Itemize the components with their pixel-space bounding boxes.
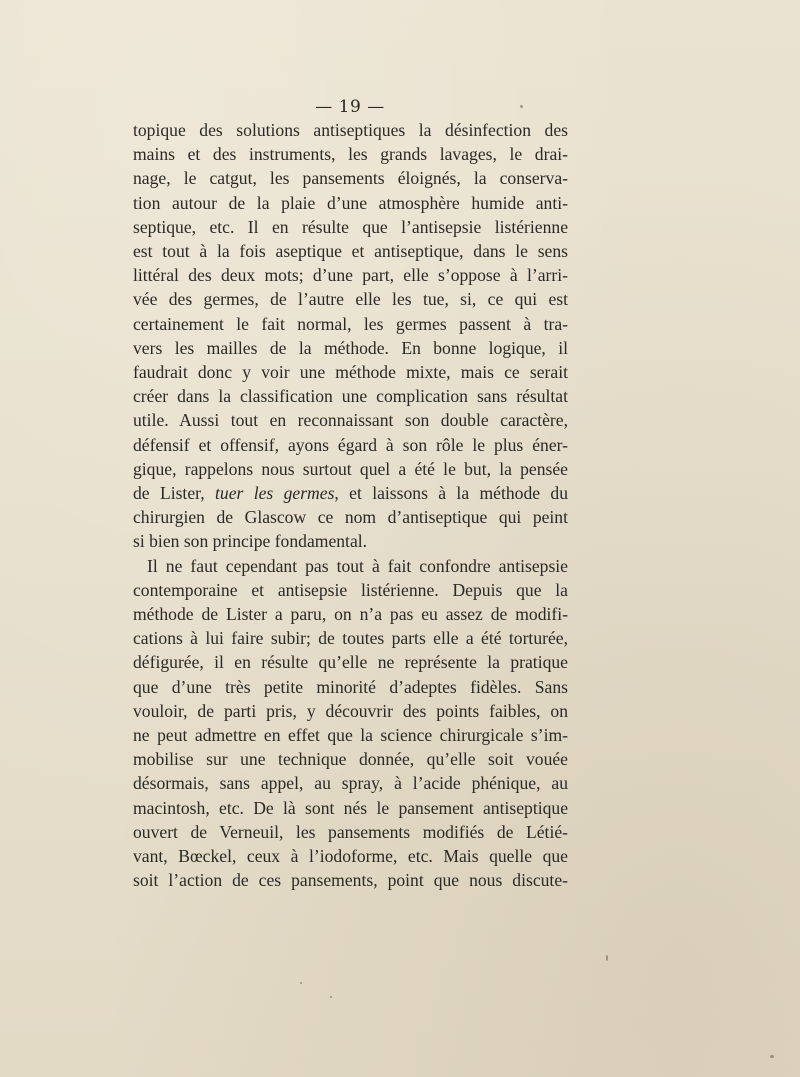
text-line: vant, Bœckel, ceux à l’iodoforme, etc. Mais quelle que [133, 846, 568, 867]
text-line: nage, le catgut, les pansements éloignés, la conserva- [133, 168, 568, 189]
text-line: cations à lui faire subir; de toutes parts elle a été torturée, [133, 628, 568, 649]
text-line: gique, rappelons nous surtout quel a été le but, la pensée [133, 458, 568, 479]
text-line: mobilise sur une technique donnée, qu’elle soit vouée [133, 749, 568, 770]
text-line: que d’une très petite minorité d’adeptes fidèles. Sans [133, 676, 568, 697]
text-line: défigurée, il en résulte qu’elle ne représente la pratique [133, 652, 568, 673]
text-line: septique, etc. Il en résulte que l’antisepsie listérienne [133, 216, 568, 237]
text-line: ne peut admettre en effet que la science chirurgicale s’im- [133, 725, 568, 746]
text-line: défensif et offensif, ayons égard à son rôle le plus éner- [133, 434, 568, 455]
text-line: vouloir, de parti pris, y découvrir des points faibles, on [133, 700, 568, 721]
text-line: littéral des deux mots; d’une part, elle s’oppose à l’arri- [133, 265, 568, 286]
text-line: faudrait donc y voir une méthode mixte, mais ce serait [133, 362, 568, 383]
text-line: soit l’action de ces pansements, point que nous discute- [133, 870, 568, 891]
italic-phrase: tuer les germes [215, 483, 335, 504]
text-line: vers les mailles de la méthode. En bonne logique, il [133, 337, 568, 358]
paper-speck [300, 982, 302, 984]
text-line: certainement le fait normal, les germes passent à tra- [133, 313, 568, 334]
text-line: vée des germes, de l’autre elle les tue, si, ce qui est [133, 289, 568, 310]
page-number: — 19 — [315, 97, 385, 117]
text-line: est tout à la fois aseptique et antiseptique, dans le sens [133, 241, 568, 262]
text-line: ouvert de Verneuil, les pansements modifiés de Létié- [133, 821, 568, 842]
text-line: tion autour de la plaie d’une atmosphère humide anti- [133, 192, 568, 213]
text-line: créer dans la classification une complication sans résultat [133, 386, 568, 407]
text-line: si bien son principe fondamental. [133, 531, 368, 552]
paper-speck [770, 1055, 774, 1058]
text-line: mains et des instruments, les grands lavages, le drai- [133, 144, 568, 165]
paper-speck [606, 955, 608, 961]
text-line: désormais, sans appel, au spray, à l’acide phénique, au [133, 773, 568, 794]
paper-speck [520, 105, 523, 108]
paper-speck [330, 996, 332, 998]
body-text [133, 118, 568, 893]
text-line: macintosh, etc. De là sont nés le pansement antiseptique [133, 797, 568, 818]
text-line: topique des solutions antiseptiques la désinfection des [133, 120, 568, 140]
text-line: méthode de Lister a paru, on n’a pas eu assez de modifi- [133, 604, 568, 625]
text-line: chirurgien de Glascow ce nom d’antiseptique qui peint [133, 507, 568, 528]
text-line: Il ne faut cependant pas tout à fait confondre antisepsie [147, 555, 568, 576]
text-line: de Lister, tuer les germes, et laissons à la méthode du [133, 483, 568, 504]
text-line: contemporaine et antisepsie listérienne. Depuis que la [133, 579, 568, 600]
text-line: utile. Aussi tout en reconnaissant son double caractère, [133, 410, 568, 431]
